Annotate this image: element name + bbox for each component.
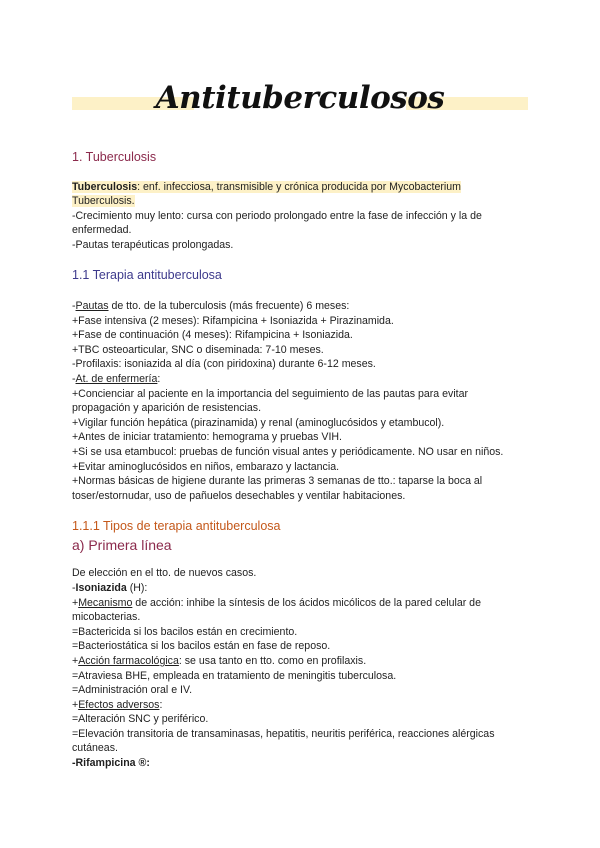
text-line: -Profilaxis: isoniazida al día (con piridoxina) durante 6-12 meses. — [72, 358, 376, 370]
text-line: +Fase intensiva (2 meses): Rifampicina + Isoniazida + Pirazinamida. — [72, 315, 394, 327]
text-line: +Concienciar al paciente en la importancia del seguimiento de las pautas para evitar — [72, 388, 469, 400]
text-line: -Crecimiento muy lento: cursa con periodo prolongado entre la fase de infección y la de — [72, 210, 482, 222]
tb-term: Tuberculosis — [72, 181, 138, 193]
text-line: =Bacteriostática si los bacilos están en fase de reposo. — [72, 640, 331, 652]
document-title: Antituberculosos — [155, 80, 445, 116]
text-line: cutáneas. — [72, 742, 118, 754]
text-line: De elección en el tto. de nuevos casos. — [72, 567, 257, 579]
text-line: =Atraviesa BHE, empleada en tratamiento de meningitis tuberculosa. — [72, 670, 397, 682]
mecanismo-line: +Mecanismo de acción: inhibe la síntesis de los ácidos micólicos de la pared celular de — [72, 597, 481, 609]
heading-tuberculosis: 1. Tuberculosis — [72, 150, 157, 164]
efectos-line: +Efectos adversos: — [72, 699, 163, 711]
text-line: +Vigilar función hepática (pirazinamida) y renal (aminoglucósidos y etambucol). — [72, 417, 445, 429]
text-line: +Normas básicas de higiene durante las primeras 3 semanas de tto.: taparse la boca al — [72, 475, 483, 487]
text-line: toser/estornudar, uso de pañuelos desechables y ventilar habitaciones. — [72, 490, 406, 502]
text-line: micobacterias. — [72, 611, 141, 623]
rifampicina-line: -Rifampicina ®: — [72, 757, 150, 769]
pautas-line: -Pautas de tto. de la tuberculosis (más frecuente) 6 meses: — [72, 300, 350, 312]
at-enfermeria-line: -At. de enfermería: — [72, 373, 161, 385]
text-line: +TBC osteoarticular, SNC o diseminada: 7-10 meses. — [72, 344, 324, 356]
text-line: +Fase de continuación (4 meses): Rifampicina + Isoniazida. — [72, 329, 353, 341]
text-line: =Elevación transitoria de transaminasas, hepatitis, neuritis periférica, reacciones alérgicas — [72, 728, 495, 740]
heading-tipos-terapia: 1.1.1 Tipos de terapia antituberculosa — [72, 519, 281, 533]
text-line: -Pautas terapéuticas prolongadas. — [72, 239, 234, 251]
isoniazida-line: -Isoniazida (H): — [72, 582, 148, 594]
text-line: =Administración oral e IV. — [72, 684, 193, 696]
heading-primera-linea: a) Primera línea — [72, 537, 172, 553]
tb-definition-line: Tuberculosis: enf. infecciosa, transmisible y crónica producida por Mycobacterium — [72, 181, 461, 193]
text-line: +Si se usa etambucol: pruebas de función visual antes y periódicamente. NO usar en niños. — [72, 446, 504, 458]
text-line: +Antes de iniciar tratamiento: hemograma y pruebas VIH. — [72, 431, 342, 443]
title-banner — [72, 80, 528, 126]
text-line: enfermedad. — [72, 224, 132, 236]
tb-definition-line-2: Tuberculosis. — [72, 195, 135, 207]
text-line: =Alteración SNC y periférico. — [72, 713, 209, 725]
text-line: +Evitar aminoglucósidos en niños, embarazo y lactancia. — [72, 461, 340, 473]
heading-terapia: 1.1 Terapia antituberculosa — [72, 268, 222, 282]
text-line: =Bactericida si los bacilos están en crecimiento. — [72, 626, 298, 638]
accion-line: +Acción farmacológica: se usa tanto en tto. como en profilaxis. — [72, 655, 367, 667]
text-line: propagación y aparición de resistencias. — [72, 402, 262, 414]
